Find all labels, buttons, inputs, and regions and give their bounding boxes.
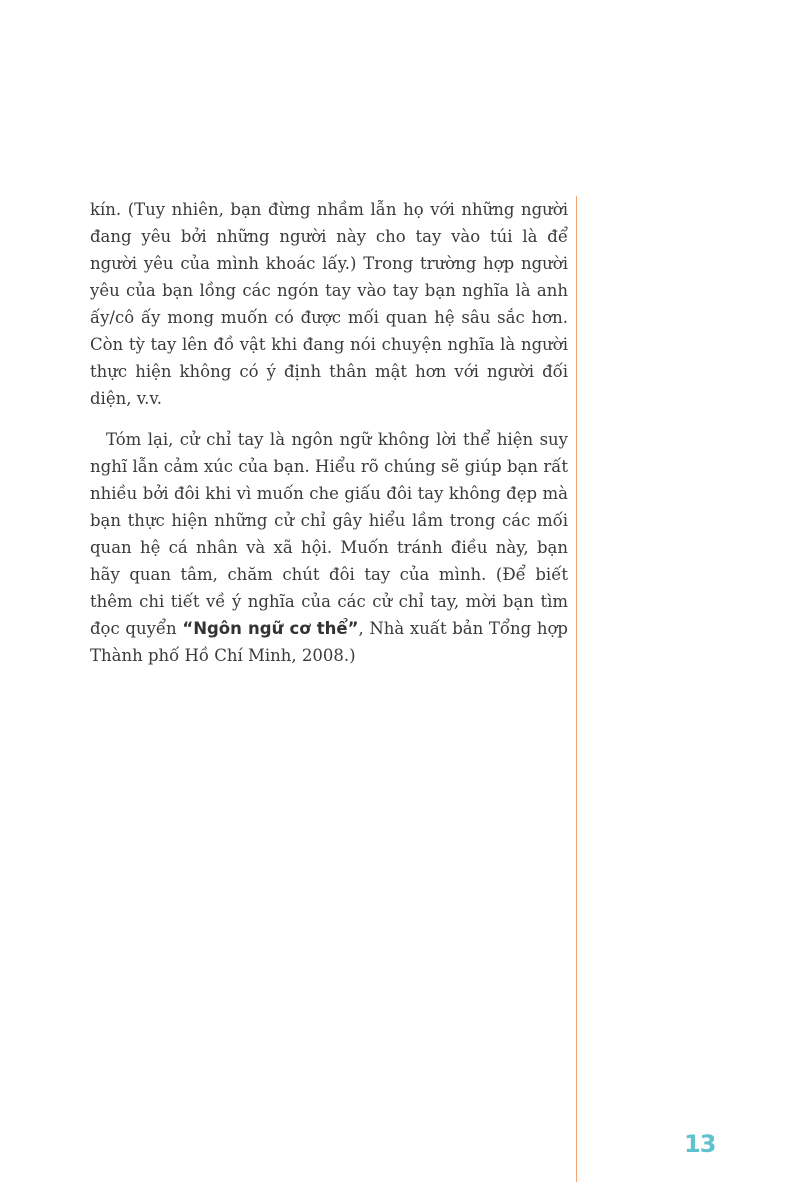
margin-rule-line — [576, 196, 577, 1182]
paragraph-1-text: kín. (Tuy nhiên, bạn đừng nhầm lẫn họ với những người đang yêu bởi những người này cho tay vào túi là để người yêu của mình khoác lấy.) Trong trường hợp người yêu của bạn lồng các ngón tay vào tay bạn nghĩa là anh ấy/cô ấy mong muốn có được mối quan hệ sâu sắc hơn. Còn tỳ tay lên đồ vật khi đang nói chuyện nghĩa là người thực hiện không có ý định thân mật hơn với người đối diện, v.v. — [90, 200, 568, 408]
paragraph-2 — [90, 426, 568, 669]
body-text — [90, 196, 568, 669]
paragraph-2-text-start: Tóm lại, cử chỉ tay là ngôn ngữ không lời thể hiện suy nghĩ lẫn cảm xúc của bạn. Hiểu rõ chúng sẽ giúp bạn rất nhiều bởi đôi khi vì muốn che giấu đôi tay không đẹp mà bạn thực hiện những cử chỉ gây hiểu lầm trong các mối quan hệ cá nhân và xã hội. Muốn tránh điều này, bạn hãy quan tâm, chăm chút đôi tay của mình. (Để biết thêm chi tiết về ý nghĩa của các cử chỉ tay, mời bạn tìm đọc quyển — [90, 430, 568, 638]
page-number: 13 — [684, 1130, 716, 1158]
paragraph-1 — [90, 196, 568, 412]
paragraph-2-text-end: , Nhà xuất bản Tổng hợp Thành phố Hồ Chí Minh, 2008.) — [90, 619, 568, 665]
book-title-reference: “Ngôn ngữ cơ thể” — [182, 619, 359, 638]
